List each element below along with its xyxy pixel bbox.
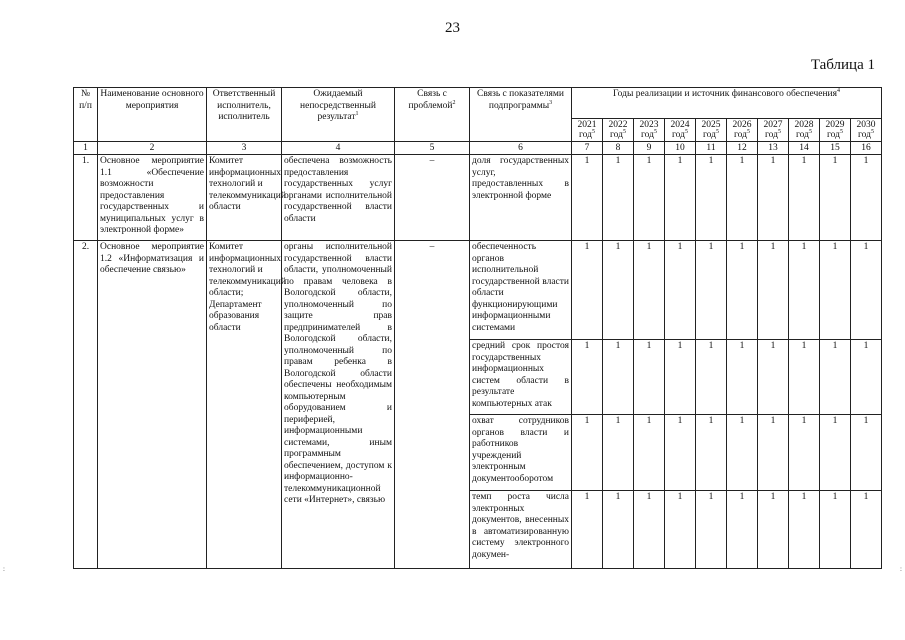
year-value: 1	[572, 491, 603, 569]
header-year: 2026 год$^5$	[727, 119, 758, 142]
column-number: 1	[74, 142, 98, 155]
year-value: 1	[696, 155, 727, 241]
table-row	[74, 241, 882, 340]
column-number: 4	[282, 142, 395, 155]
year-value: 1	[789, 415, 820, 491]
year-value: 1	[603, 491, 634, 569]
year-value: 1	[603, 241, 634, 340]
column-number: 11	[696, 142, 727, 155]
year-value: 1	[758, 340, 789, 415]
header-link-indicators: Связь с показателями подпрограммы$^3$	[470, 88, 572, 142]
year-value: 1	[727, 491, 758, 569]
year-value: 1	[634, 241, 665, 340]
year-value: 1	[758, 491, 789, 569]
year-value: 1	[665, 340, 696, 415]
header-num: № п/п	[74, 88, 98, 142]
year-value: 1	[603, 155, 634, 241]
header-year: 2021 год$^5$	[572, 119, 603, 142]
header-year: 2023 год$^5$	[634, 119, 665, 142]
year-value: 1	[820, 155, 851, 241]
year-value: 1	[789, 340, 820, 415]
year-value: 1	[820, 415, 851, 491]
year-value: 1	[603, 340, 634, 415]
year-value: 1	[696, 415, 727, 491]
year-value: 1	[572, 155, 603, 241]
page-number: 23	[445, 20, 460, 36]
column-number: 5	[395, 142, 470, 155]
year-value: 1	[665, 415, 696, 491]
indicator-text: охват сотрудников органов власти и работников учреждений электронным документооборотом	[470, 415, 572, 491]
column-number: 8	[603, 142, 634, 155]
column-number: 6	[470, 142, 572, 155]
year-value: 1	[572, 415, 603, 491]
responsible-executor: Комитет информационных технологий и телекоммуникаций области	[207, 155, 282, 241]
year-value: 1	[634, 415, 665, 491]
header-year: 2024 год$^5$	[665, 119, 696, 142]
year-value: 1	[634, 491, 665, 569]
year-value: 1	[727, 241, 758, 340]
header-name: Наименование основного мероприятия	[98, 88, 207, 142]
indicator-text: средний срок простоя государственных информационных систем области в результате компьютерных атак	[470, 340, 572, 415]
year-value: 1	[758, 241, 789, 340]
column-number: 15	[820, 142, 851, 155]
year-value: 1	[727, 340, 758, 415]
responsible-executor: Комитет информационных технологий и телекоммуникаций области; Департамент образования области	[207, 241, 282, 569]
header-year: 2028 год$^5$	[789, 119, 820, 142]
column-number: 12	[727, 142, 758, 155]
column-number: 3	[207, 142, 282, 155]
header-year: 2030 год$^5$	[851, 119, 882, 142]
header-year: 2029 год$^5$	[820, 119, 851, 142]
row-number: 1.	[74, 155, 98, 241]
expected-result: обеспечена возможность предоставления государственных услуг органами исполнительной государственной власти области	[282, 155, 395, 241]
year-value: 1	[758, 155, 789, 241]
link-problem: –	[395, 155, 470, 241]
header-responsible: Ответственный исполнитель, исполнитель	[207, 88, 282, 142]
year-value: 1	[789, 155, 820, 241]
header-years-title: Годы реализации и источник финансового обеспечения$^4$	[572, 88, 882, 119]
year-value: 1	[727, 415, 758, 491]
table-label: Таблица 1	[810, 57, 875, 73]
link-problem: –	[395, 241, 470, 569]
column-number: 2	[98, 142, 207, 155]
column-number: 16	[851, 142, 882, 155]
header-result: Ожидаемый непосредственный результат$^1$	[282, 88, 395, 142]
header-year: 2027 год$^5$	[758, 119, 789, 142]
year-value: 1	[665, 491, 696, 569]
year-value: 1	[851, 491, 882, 569]
row-number: 2.	[74, 241, 98, 569]
column-number: 10	[665, 142, 696, 155]
measure-name: Основное мероприятие 1.2 «Информатизация и обеспечение связью»	[98, 241, 207, 569]
year-value: 1	[851, 340, 882, 415]
year-value: 1	[634, 155, 665, 241]
year-value: 1	[820, 241, 851, 340]
indicator-text: темп роста числа электронных документов, внесенных в автоматизированную систему электронного докумен-	[470, 491, 572, 569]
measure-name: Основное мероприятие 1.1 «Обеспечение возможности предоставления государственных и муниципальных услуг в электронной форме»	[98, 155, 207, 241]
year-value: 1	[727, 155, 758, 241]
edge-mark-right: :	[900, 565, 902, 573]
year-value: 1	[696, 491, 727, 569]
column-number: 13	[758, 142, 789, 155]
year-value: 1	[696, 340, 727, 415]
table-row	[74, 155, 882, 241]
year-value: 1	[665, 241, 696, 340]
column-number: 7	[572, 142, 603, 155]
year-value: 1	[572, 340, 603, 415]
year-value: 1	[820, 491, 851, 569]
year-value: 1	[603, 415, 634, 491]
year-value: 1	[665, 155, 696, 241]
year-value: 1	[851, 415, 882, 491]
header-link-problem: Связь с проблемой$^2$	[395, 88, 470, 142]
edge-mark-left: :	[3, 565, 5, 573]
column-number: 9	[634, 142, 665, 155]
header-year: 2022 год$^5$	[603, 119, 634, 142]
header-year: 2025 год$^5$	[696, 119, 727, 142]
year-value: 1	[789, 241, 820, 340]
year-value: 1	[696, 241, 727, 340]
year-value: 1	[634, 340, 665, 415]
year-value: 1	[851, 241, 882, 340]
measures-table	[73, 87, 882, 569]
year-value: 1	[789, 491, 820, 569]
indicator-text: доля государственных услуг, предоставленных в электронной форме	[470, 155, 572, 241]
year-value: 1	[572, 241, 603, 340]
indicator-text: обеспеченность органов исполнительной государственной власти области функционирующими информационными системами	[470, 241, 572, 340]
year-value: 1	[851, 155, 882, 241]
year-value: 1	[820, 340, 851, 415]
year-value: 1	[758, 415, 789, 491]
expected-result: органы исполнительной государственной власти области, уполномоченный по правам человека в Вологодской области, уполномоченный по защите прав предпринимателей в Вологодской области, уполномоченный по правам ребенка в Вологодской области обеспечены необходимым компьютерным оборудованием и периферией, информационными системами, иным программным обеспечением, доступом к информационно-телекоммуникационной сети «Интернет», связью	[282, 241, 395, 569]
column-number: 14	[789, 142, 820, 155]
